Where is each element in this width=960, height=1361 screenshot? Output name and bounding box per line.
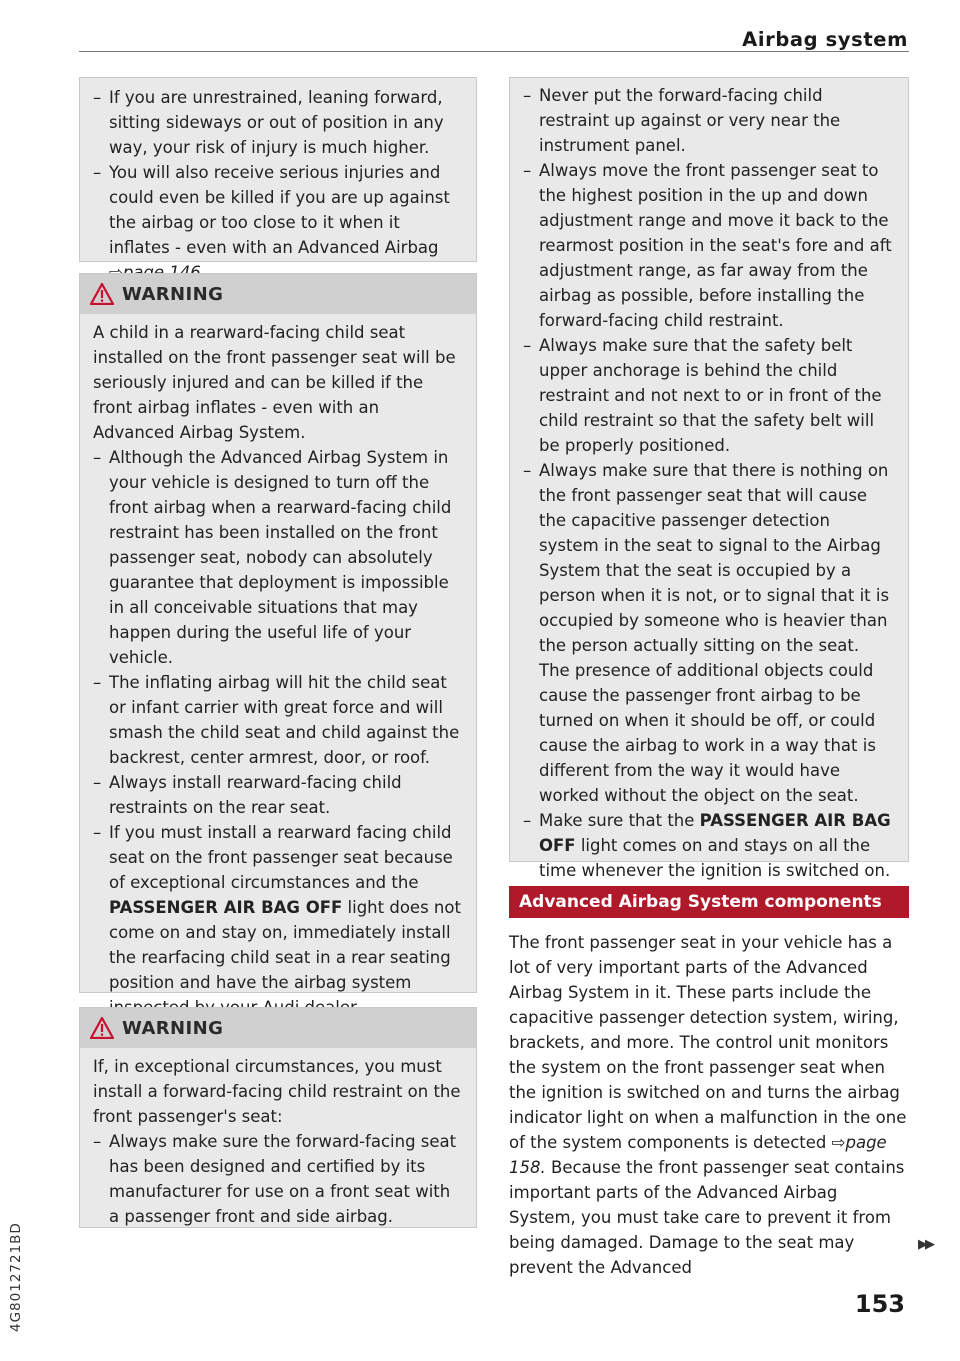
list-item: – The inflating airbag will hit the child seat or infant carrier with great force and will smash the child seat and child against the backrest, center armrest, door, or roof.	[93, 670, 462, 770]
warning-title: WARNING	[122, 1017, 224, 1039]
list-item: – You will also receive serious injuries and could even be killed if you are up against the airbag or too close to it when it inflates - even with an Advanced Airbag	[93, 160, 462, 285]
list-item: – If you must install a rearward facing child seat on the front passenger seat because of exceptional circumstances and the PASSENGER AIR BAG OFF light does not come on and stay on, immediately install the rearfacing child seat in a rear seating position and have the airbag system	[93, 820, 462, 1020]
list-item: – Always move the front passenger seat to the highest position in the up and down adjustment range and move it back to the rearmost position in the seat's fore and aft adjustment range, as far away from the airbag as possible, before installing the forward-facing child restraint.	[523, 158, 894, 333]
warning-continuation-box	[509, 77, 909, 880]
body-paragraph: The front passenger seat in your vehicle has a lot of very important parts of the Advanced Airbag System in it. These parts include the capacitive passenger detection system, wiring, brackets, and more. The control unit monitors the system on the front passenger seat when the ignition is switched on and turns the airbag indicator light on when a malfunction in the one of the system components is detected ⇨page 158. Because the front passenger seat contains important parts of the Advanced Airbag System, you must take care to prevent it from being damaged. Damage to the seat may prevent the Advanced	[509, 933, 907, 1277]
list-item: – Always install rearward-facing child restraints on the rear seat.	[93, 770, 462, 820]
section-heading: Advanced Airbag System components	[509, 886, 909, 918]
continue-arrow-icon: ▶▶	[918, 1237, 932, 1252]
list-item: – Always make sure the forward-facing seat has been designed and certified by its manufacturer for use on a front seat with a passenger front and side airbag.	[93, 1129, 462, 1229]
warning-box-1	[79, 273, 477, 993]
document-code: 4G8012721BD	[8, 1222, 24, 1332]
info-box-top-left	[79, 77, 477, 262]
page-number: 153	[854, 1290, 905, 1318]
list-item: – Although the Advanced Airbag System in your vehicle is designed to turn off the front airbag when a rearward-facing child restraint has been installed on the front passenger seat, nobody can absolutely guarantee that deployment is impossible in all conceivable situations that may happen during the useful life of your vehicle.	[93, 445, 462, 670]
list-item: – Always make sure that there is nothing on the front passenger seat that will cause the capacitive passenger detection system in the seat to signal to the Airbag System that the seat is occupied by a person when it is not, or to signal that it is occupied by someone who is heavier than the person actually sitting on the seat. The presence of additional objects could cause the passenger front airbag to be turned on when it should be off, or could cause the airbag to work in a way that is different from the way it would have worked without the object on the seat.	[523, 458, 894, 808]
list-item: – If you are unrestrained, leaning forward, sitting sideways or out of position in any way, your risk of injury is much higher.	[93, 85, 462, 160]
page-header-title: Airbag system	[742, 28, 908, 51]
list-item: – Never put the forward-facing child restraint up against or very near the instrument panel.	[523, 83, 894, 158]
list-item: – Make sure that the PASSENGER AIR BAG OFF light comes on and stays on all the time whenever the ignition is switched on.	[523, 808, 894, 883]
page-reference-link[interactable]: ⇨page 158.	[509, 1133, 887, 1177]
warning-header	[80, 1008, 476, 1048]
warning-intro: A child in a rearward-facing child seat installed on the front passenger seat will be seriously injured and can be killed if the front airbag inflates - even with an Advanced Airbag System.	[93, 323, 456, 442]
warning-triangle-icon	[90, 283, 114, 305]
warning-triangle-icon	[90, 1017, 114, 1039]
header-rule	[79, 51, 909, 52]
warning-intro: If, in exceptional circumstances, you must install a forward-facing child restraint on the front passenger's seat:	[93, 1057, 461, 1126]
warning-header	[80, 274, 476, 314]
warning-title: WARNING	[122, 283, 224, 305]
warning-box-2	[79, 1007, 477, 1228]
list-item: – Always make sure that the safety belt upper anchorage is behind the child restraint and not next to or in front of the child restraint so that the safety belt will be properly positioned.	[523, 333, 894, 458]
